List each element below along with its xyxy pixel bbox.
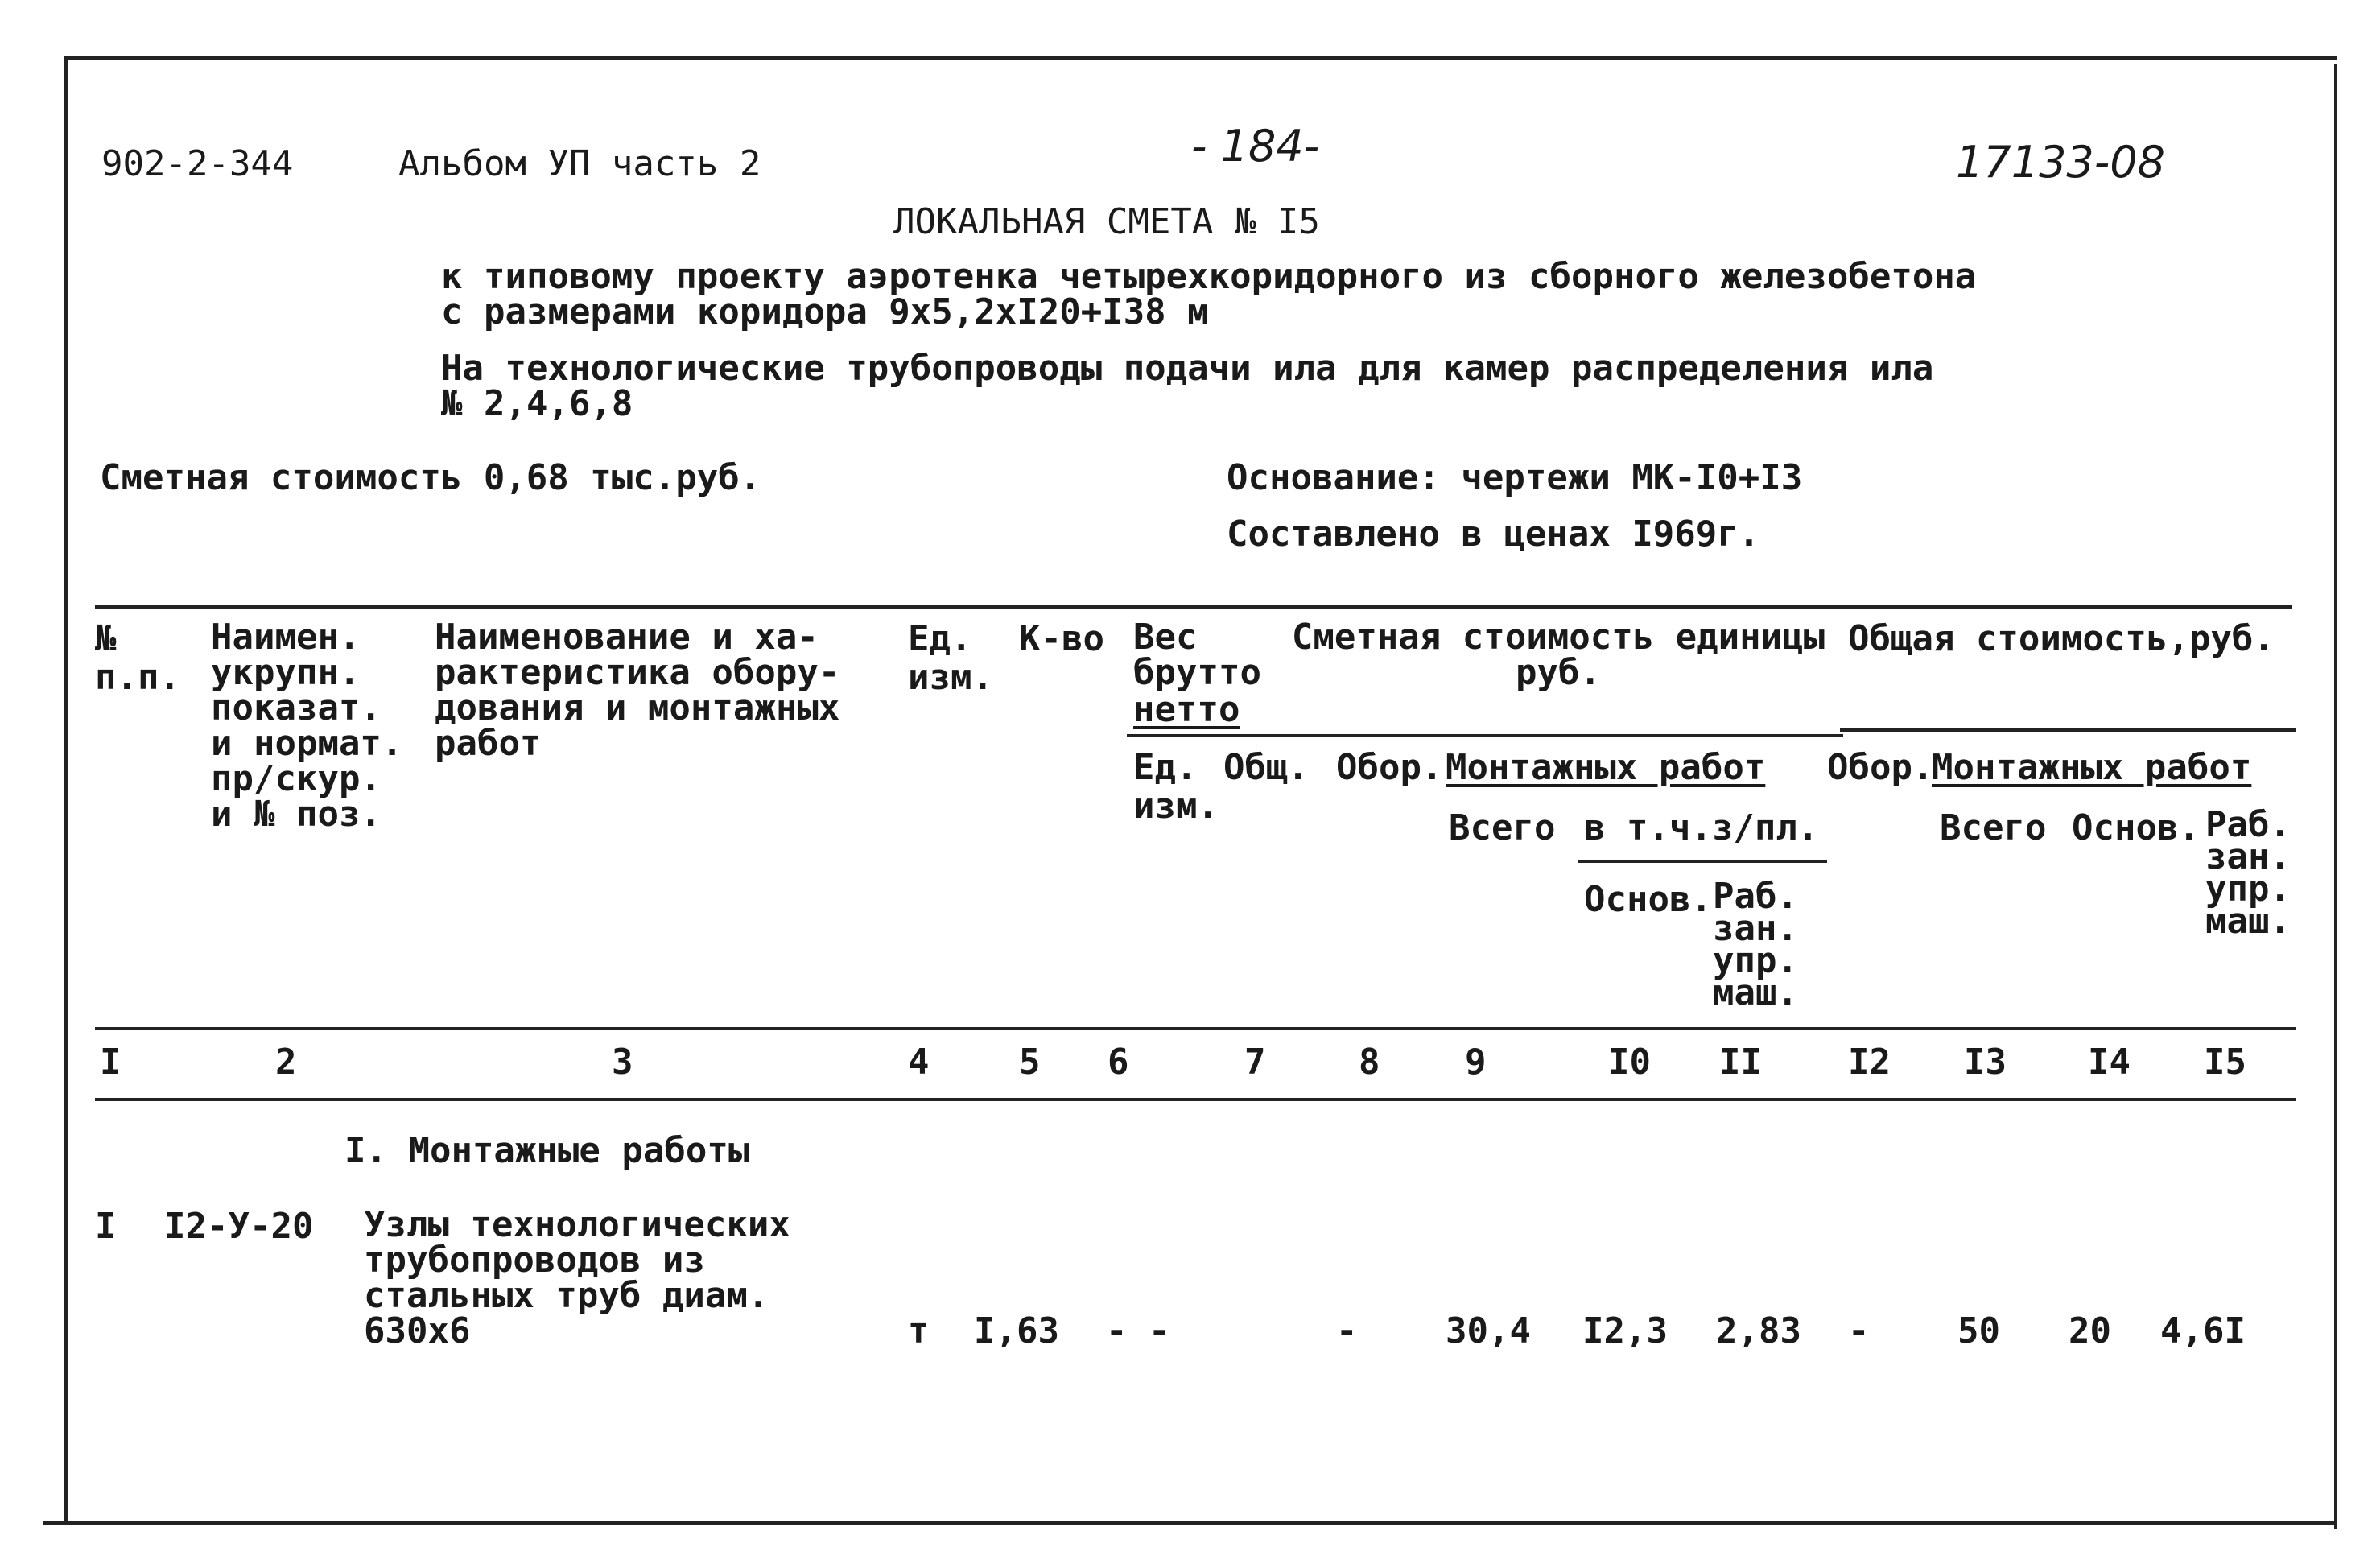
row-code: I2-У-20 — [164, 1206, 314, 1247]
basis: Основание: чертежи МК-I0+I3 — [1227, 457, 1803, 498]
purpose-line-2: № 2,4,6,8 — [441, 383, 633, 424]
column-number-11: II — [1719, 1042, 1762, 1083]
weight-total-header: Общ. — [1223, 747, 1309, 788]
unit-machine-header: Раб. зан. упр. маш. — [1713, 876, 1798, 1013]
row-number: I — [95, 1206, 117, 1247]
column-number-6: 6 — [1108, 1042, 1129, 1083]
section-title: I. Монтажные работы — [344, 1130, 750, 1171]
row-col11: 2,83 — [1716, 1310, 1801, 1351]
row-name: Узлы технологических трубопроводов из стальных труб диам. 630х6 — [364, 1204, 790, 1351]
header-bottom-rule — [95, 1027, 2296, 1030]
total-cost-rule — [1840, 728, 2296, 732]
row-col15: 4,6I — [2160, 1310, 2246, 1351]
column-number-7: 7 — [1244, 1042, 1266, 1083]
column-number-14: I4 — [2088, 1042, 2131, 1083]
page-number: - 184- — [1191, 121, 1320, 171]
total-cost-header: Общая стоимость,руб. — [1848, 618, 2275, 659]
project-code: 902-2-344 — [101, 143, 294, 184]
grand-basic-header: Основ. — [2072, 807, 2200, 848]
row-unit: т — [908, 1310, 930, 1351]
grand-total-header: Всего — [1940, 807, 2047, 848]
row-col10: I2,3 — [1582, 1310, 1668, 1351]
unit-basic-header: Основ. — [1584, 879, 1712, 920]
estimated-cost: Сметная стоимость 0,68 тыс.руб. — [100, 457, 761, 498]
col-header-6: Вес брутто — [1133, 617, 1261, 693]
grand-machine-header: Раб. зан. упр. маш. — [2205, 804, 2291, 942]
sheet-code: 17133-08 — [1956, 137, 2165, 188]
subtitle-line-2: с размерами коридора 9х5,2хI20+I38 м — [441, 291, 1209, 332]
purpose-line-1: На технологические трубопроводы подачи ила для камер распределения ила — [441, 348, 1934, 389]
col-header-2: Наимен. укрупн. показат. и нормат. пр/скур. и № поз. — [211, 617, 403, 835]
sheet-bottom-border — [43, 1521, 2337, 1525]
column-number-15: I5 — [2204, 1042, 2246, 1083]
col-header-1: № п.п. — [95, 618, 180, 698]
column-number-13: I3 — [1964, 1042, 2007, 1083]
subtitle-line-1: к типовому проекту аэротенка четырехкоридорного из сборного железобетона — [441, 256, 1977, 297]
column-number-1: I — [100, 1042, 122, 1083]
col-header-4: Ед. изм. — [908, 618, 993, 698]
row-qty: I,63 — [974, 1310, 1059, 1351]
column-number-4: 4 — [908, 1042, 930, 1083]
col-header-3: Наименование и ха- рактеристика обору- дования и монтажных работ — [435, 617, 840, 764]
col-header-6-netto: нетто — [1133, 689, 1240, 730]
mount-unit-header: Монтажных работ — [1446, 747, 1766, 788]
equip-unit-header: Обор. — [1336, 747, 1443, 788]
column-numbers-rule — [95, 1098, 2296, 1101]
price-base: Составлено в ценах I969г. — [1227, 514, 1760, 555]
column-number-10: I0 — [1608, 1042, 1651, 1083]
column-number-12: I2 — [1848, 1042, 1891, 1083]
sheet-top-border — [66, 56, 2337, 60]
album-label: Альбом УП часть 2 — [398, 143, 761, 184]
col-header-5: К-во — [1019, 618, 1104, 659]
mount-total-header: Монтажных работ — [1932, 747, 2252, 788]
row-col12: - — [1848, 1310, 1870, 1351]
column-number-9: 9 — [1465, 1042, 1487, 1083]
row-col13: 50 — [1957, 1310, 2000, 1351]
row-col6: - - — [1106, 1310, 1170, 1351]
row-col8: - — [1336, 1310, 1358, 1351]
equip-total-header: Обор. — [1827, 747, 1934, 788]
sheet-right-border — [2334, 64, 2337, 1529]
column-number-2: 2 — [275, 1042, 297, 1083]
incl-wage-header: в т.ч.з/пл. — [1584, 807, 1819, 848]
row-col14: 20 — [2069, 1310, 2111, 1351]
document-title: ЛОКАЛЬНАЯ СМЕТА № I5 — [893, 201, 1320, 242]
column-number-3: 3 — [612, 1042, 633, 1083]
row-col9: 30,4 — [1446, 1310, 1531, 1351]
unit-cost-header: Сметная стоимость единицы руб. — [1291, 617, 1825, 693]
weight-unit-header: Ед. изм. — [1133, 747, 1219, 827]
wage-rule — [1578, 860, 1827, 863]
table-top-rule — [95, 605, 2292, 609]
unit-total-header: Всего — [1449, 807, 1556, 848]
sheet-left-border — [64, 56, 68, 1525]
header-mid-rule — [1127, 734, 1843, 737]
column-number-5: 5 — [1019, 1042, 1041, 1083]
column-number-8: 8 — [1359, 1042, 1380, 1083]
